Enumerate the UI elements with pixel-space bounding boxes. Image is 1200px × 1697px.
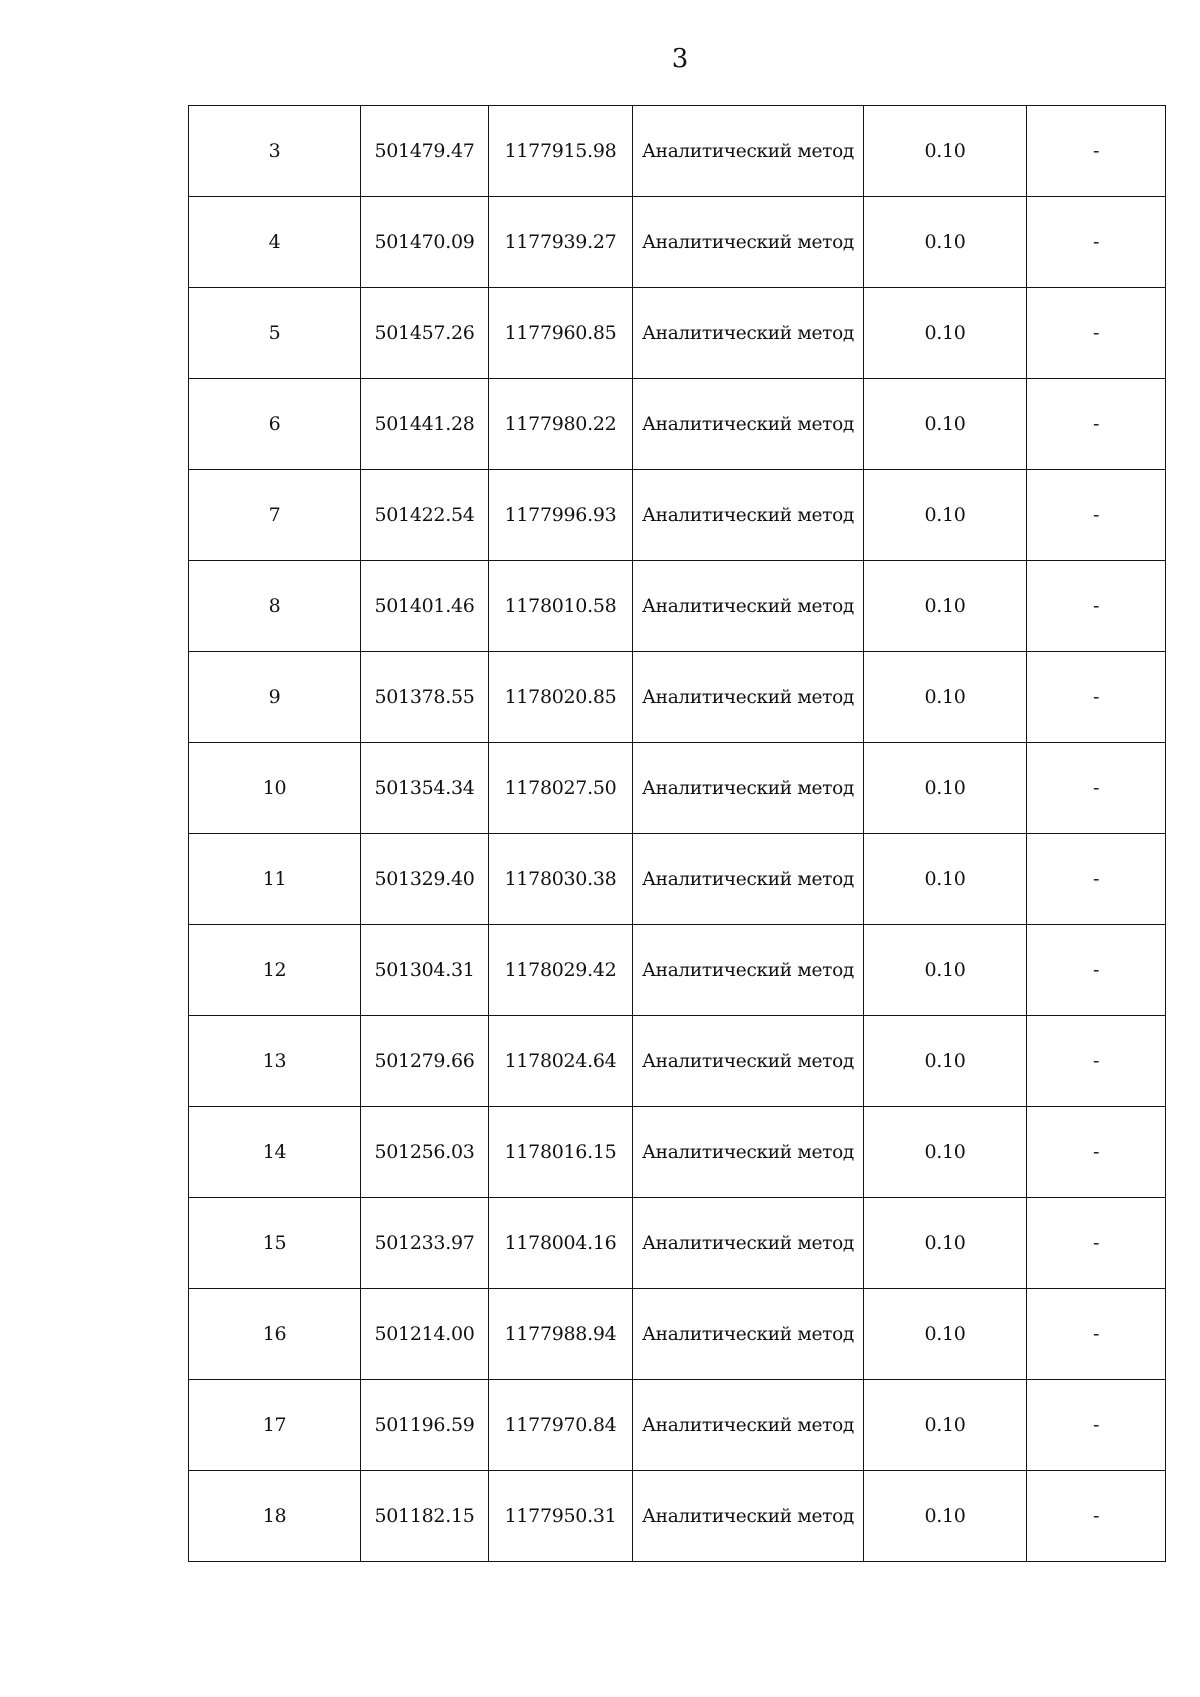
cell-y-coordinate: 1178016.15: [489, 1107, 633, 1198]
table-row: [189, 1198, 1166, 1289]
cell-y-coordinate: 1177970.84: [489, 1380, 633, 1471]
cell-note: -: [1027, 1380, 1166, 1471]
cell-method: Аналитический метод: [633, 1289, 864, 1380]
cell-x-coordinate: 501182.15: [361, 1471, 489, 1562]
table-row: [189, 379, 1166, 470]
cell-x-coordinate: 501329.40: [361, 834, 489, 925]
cell-y-coordinate: 1178029.42: [489, 925, 633, 1016]
cell-x-coordinate: 501457.26: [361, 288, 489, 379]
coordinates-table: [188, 105, 1166, 1562]
cell-accuracy: 0.10: [864, 1107, 1027, 1198]
cell-method: Аналитический метод: [633, 1016, 864, 1107]
cell-point-number: 7: [189, 470, 361, 561]
cell-accuracy: 0.10: [864, 197, 1027, 288]
table-row: [189, 925, 1166, 1016]
cell-x-coordinate: 501441.28: [361, 379, 489, 470]
table-row: [189, 470, 1166, 561]
cell-method: Аналитический метод: [633, 1198, 864, 1289]
cell-method: Аналитический метод: [633, 379, 864, 470]
table-row: [189, 106, 1166, 197]
cell-note: -: [1027, 561, 1166, 652]
cell-x-coordinate: 501378.55: [361, 652, 489, 743]
cell-point-number: 11: [189, 834, 361, 925]
cell-note: -: [1027, 1016, 1166, 1107]
cell-x-coordinate: 501470.09: [361, 197, 489, 288]
table-row: [189, 1471, 1166, 1562]
cell-note: -: [1027, 106, 1166, 197]
cell-method: Аналитический метод: [633, 1471, 864, 1562]
cell-point-number: 12: [189, 925, 361, 1016]
cell-x-coordinate: 501233.97: [361, 1198, 489, 1289]
cell-x-coordinate: 501422.54: [361, 470, 489, 561]
cell-method: Аналитический метод: [633, 288, 864, 379]
cell-x-coordinate: 501304.31: [361, 925, 489, 1016]
cell-method: Аналитический метод: [633, 106, 864, 197]
table-row: [189, 1016, 1166, 1107]
cell-y-coordinate: 1178004.16: [489, 1198, 633, 1289]
cell-x-coordinate: 501214.00: [361, 1289, 489, 1380]
cell-method: Аналитический метод: [633, 652, 864, 743]
cell-y-coordinate: 1177996.93: [489, 470, 633, 561]
cell-y-coordinate: 1177915.98: [489, 106, 633, 197]
cell-method: Аналитический метод: [633, 561, 864, 652]
cell-method: Аналитический метод: [633, 743, 864, 834]
cell-y-coordinate: 1177939.27: [489, 197, 633, 288]
table-row: [189, 743, 1166, 834]
cell-accuracy: 0.10: [864, 1471, 1027, 1562]
cell-point-number: 17: [189, 1380, 361, 1471]
table-row: [189, 561, 1166, 652]
table-row: [189, 288, 1166, 379]
cell-note: -: [1027, 1471, 1166, 1562]
cell-y-coordinate: 1177960.85: [489, 288, 633, 379]
cell-method: Аналитический метод: [633, 197, 864, 288]
cell-note: -: [1027, 743, 1166, 834]
cell-accuracy: 0.10: [864, 652, 1027, 743]
table-row: [189, 652, 1166, 743]
cell-accuracy: 0.10: [864, 106, 1027, 197]
table-row: [189, 197, 1166, 288]
cell-accuracy: 0.10: [864, 834, 1027, 925]
cell-x-coordinate: 501479.47: [361, 106, 489, 197]
cell-accuracy: 0.10: [864, 1016, 1027, 1107]
cell-note: -: [1027, 652, 1166, 743]
cell-note: -: [1027, 470, 1166, 561]
cell-method: Аналитический метод: [633, 834, 864, 925]
cell-y-coordinate: 1177980.22: [489, 379, 633, 470]
cell-point-number: 15: [189, 1198, 361, 1289]
cell-accuracy: 0.10: [864, 470, 1027, 561]
cell-x-coordinate: 501401.46: [361, 561, 489, 652]
cell-method: Аналитический метод: [633, 1380, 864, 1471]
cell-x-coordinate: 501256.03: [361, 1107, 489, 1198]
cell-point-number: 10: [189, 743, 361, 834]
table-row: [189, 1289, 1166, 1380]
cell-accuracy: 0.10: [864, 288, 1027, 379]
cell-point-number: 3: [189, 106, 361, 197]
cell-point-number: 16: [189, 1289, 361, 1380]
cell-point-number: 18: [189, 1471, 361, 1562]
cell-note: -: [1027, 288, 1166, 379]
cell-method: Аналитический метод: [633, 470, 864, 561]
coordinates-table-body: [189, 106, 1166, 1562]
cell-point-number: 13: [189, 1016, 361, 1107]
cell-method: Аналитический метод: [633, 925, 864, 1016]
cell-note: -: [1027, 834, 1166, 925]
cell-y-coordinate: 1178020.85: [489, 652, 633, 743]
cell-y-coordinate: 1177988.94: [489, 1289, 633, 1380]
cell-point-number: 6: [189, 379, 361, 470]
cell-point-number: 4: [189, 197, 361, 288]
table-row: [189, 834, 1166, 925]
cell-x-coordinate: 501196.59: [361, 1380, 489, 1471]
cell-x-coordinate: 501279.66: [361, 1016, 489, 1107]
cell-accuracy: 0.10: [864, 1198, 1027, 1289]
cell-note: -: [1027, 379, 1166, 470]
cell-point-number: 8: [189, 561, 361, 652]
cell-accuracy: 0.10: [864, 743, 1027, 834]
cell-method: Аналитический метод: [633, 1107, 864, 1198]
cell-y-coordinate: 1178030.38: [489, 834, 633, 925]
cell-note: -: [1027, 1198, 1166, 1289]
cell-accuracy: 0.10: [864, 925, 1027, 1016]
table-row: [189, 1380, 1166, 1471]
cell-accuracy: 0.10: [864, 1289, 1027, 1380]
cell-y-coordinate: 1178024.64: [489, 1016, 633, 1107]
cell-accuracy: 0.10: [864, 561, 1027, 652]
cell-accuracy: 0.10: [864, 379, 1027, 470]
cell-note: -: [1027, 197, 1166, 288]
cell-y-coordinate: 1178027.50: [489, 743, 633, 834]
cell-point-number: 5: [189, 288, 361, 379]
cell-point-number: 9: [189, 652, 361, 743]
cell-note: -: [1027, 1107, 1166, 1198]
cell-note: -: [1027, 925, 1166, 1016]
cell-accuracy: 0.10: [864, 1380, 1027, 1471]
cell-y-coordinate: 1177950.31: [489, 1471, 633, 1562]
table-row: [189, 1107, 1166, 1198]
cell-point-number: 14: [189, 1107, 361, 1198]
cell-note: -: [1027, 1289, 1166, 1380]
cell-x-coordinate: 501354.34: [361, 743, 489, 834]
cell-y-coordinate: 1178010.58: [489, 561, 633, 652]
page-number: 3: [671, 44, 689, 74]
